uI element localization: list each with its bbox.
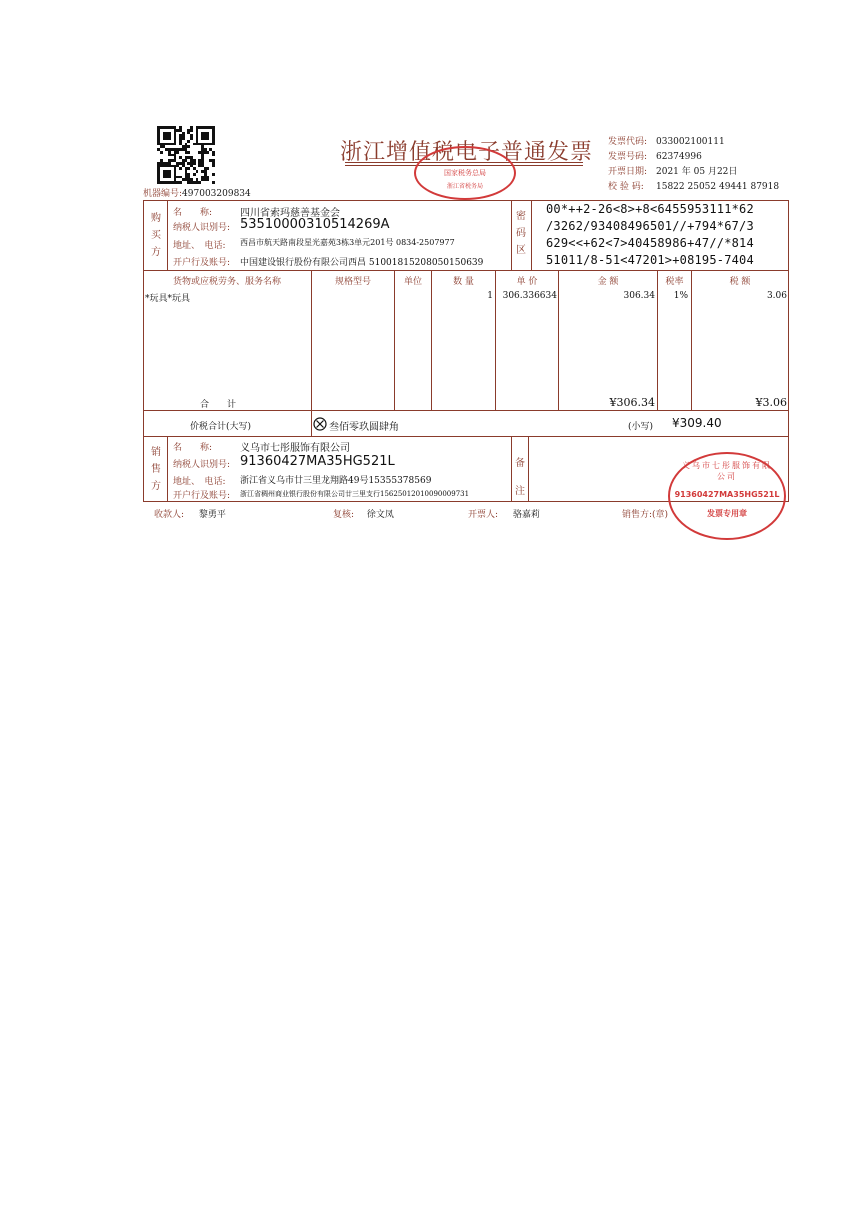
reviewer [333, 507, 394, 520]
col-header-name: 货物或应税劳务、服务名称 [172, 277, 281, 287]
invoice-code-row [608, 136, 725, 148]
cipher-line: 00*++2-26<8>+8<6455953111*62 [546, 202, 754, 216]
total-words: 叁佰零玖圆肆角 [329, 422, 399, 433]
subtotal-tax: ¥3.06 [755, 396, 787, 409]
seller-name: 义乌市七彤服饰有限公司 [240, 443, 350, 454]
seller-seal-text: 销售方:(章) [622, 510, 669, 520]
seller-bank-label: 开户行及账号: [173, 491, 231, 501]
qr-module [212, 181, 215, 184]
invoice-number: 62374996 [656, 152, 702, 162]
item-tax: 3.06 [766, 291, 787, 301]
machine-number-label: 机器编号: [143, 189, 183, 199]
col-header-rate: 税率 [665, 277, 684, 287]
col-header-qty: 数 量 [453, 277, 474, 287]
receiver-label: 收款人: [154, 510, 185, 520]
col-header-spec: 规格型号 [334, 277, 371, 287]
cipher-side-label: 密码区 [516, 211, 526, 256]
seller-addr-label: 地址、 电话: [173, 477, 226, 487]
cross-circle-icon [313, 416, 327, 430]
col-header-tax: 税 额 [729, 277, 751, 287]
buyer-addr-label: 地址、 电话: [173, 241, 226, 251]
reviewer-name: 徐文凤 [366, 510, 394, 520]
seller-stamp-number: 91360427MA35HG521L [674, 490, 780, 499]
invoice-code: 033002100111 [656, 137, 725, 147]
divider-v [531, 200, 532, 270]
item-rate: 1% [673, 291, 688, 301]
buyer-bank-label: 开户行及账号: [173, 258, 231, 268]
divider-items [143, 410, 789, 411]
subtotal-label: 合 计 [200, 400, 237, 410]
buyer-tax-id: 53510000310514269A [240, 217, 390, 232]
issue-date-label: 开票日期: [608, 167, 648, 177]
seller-bank: 浙江省稠州商业银行股份有限公司廿三里支行15625012010090009731 [240, 490, 470, 498]
item-price: 306.336634 [502, 291, 557, 301]
seller-invoice-stamp [668, 452, 786, 540]
total-words-label: 价税合计(大写) [190, 422, 252, 432]
machine-number: 497003209834 [182, 189, 251, 199]
check-code: 15822 25052 49441 87918 [656, 182, 780, 192]
col-header-amount: 金 额 [597, 277, 619, 287]
issuer [468, 507, 540, 520]
buyer-name-label: 名 称: [173, 208, 213, 218]
invoice-number-label: 发票号码: [608, 152, 648, 162]
divider-buyer [143, 270, 789, 271]
buyer-name: 四川省索玛慈善基金会 [240, 208, 340, 219]
item-amount: 306.34 [623, 291, 655, 301]
seller-stamp-bottom: 发票专用章 [707, 508, 747, 518]
total-amount: ¥309.40 [672, 416, 722, 430]
issue-date: 2021 年 05 月22日 [656, 167, 738, 177]
divider-total [143, 436, 789, 437]
divider-v [511, 436, 512, 502]
seller-tax-id: 91360427MA35HG521L [240, 454, 395, 469]
cipher-line: 51011/8-51<47201>+08195-7404 [546, 253, 754, 267]
seller-tax-label: 纳税人识别号: [173, 460, 231, 470]
issuer-name: 骆嘉莉 [512, 510, 540, 520]
tax-stamp-line2: 浙江省税务局 [446, 183, 483, 190]
cipher-line: /3262/93408496501//+794*67/3 [546, 219, 754, 233]
reviewer-label: 复核: [333, 510, 355, 520]
subtotal-amount: ¥306.34 [609, 396, 655, 409]
divider-v [167, 436, 168, 502]
tax-bureau-stamp [414, 146, 516, 200]
buyer-tax-label: 纳税人识别号: [173, 223, 231, 233]
item-name: *玩具*玩具 [145, 294, 191, 304]
divider-v [311, 410, 312, 436]
receiver [154, 507, 226, 520]
issue-date-row [608, 166, 737, 178]
notes-side-label: 备注 [515, 458, 525, 497]
tax-stamp-line1: 国家税务总局 [444, 169, 486, 177]
divider-v [167, 200, 168, 270]
item-qty: 1 [487, 291, 493, 301]
machine-number-row [143, 186, 251, 199]
check-code-row [608, 181, 779, 193]
divider-v [311, 270, 312, 410]
invoice-number-row [608, 151, 702, 163]
issuer-label: 开票人: [468, 510, 499, 520]
seller-address: 浙江省义乌市廿三里龙翔路49号15355378569 [240, 476, 432, 486]
divider-v [511, 200, 512, 270]
seller-seal-label [622, 507, 668, 520]
seller-stamp-ring: 义乌市七彤服饰有限公司 [682, 461, 772, 481]
seller-side-label: 销售方 [151, 447, 161, 492]
total-small-label: (小写) [628, 422, 654, 432]
check-code-label: 校 验 码: [608, 182, 644, 192]
cipher-line: 629<<+62<7>40458986+47//*814 [546, 236, 754, 250]
invoice-title: 浙江增值税电子普通发票 [340, 140, 594, 165]
buyer-address: 西昌市航天路南段星光嘉苑3栋3单元201号 0834-2507977 [240, 238, 455, 247]
col-header-unit: 单位 [403, 277, 422, 287]
divider-v [394, 270, 395, 410]
buyer-bank: 中国建设银行股份有限公司西昌 51001815208050150639 [240, 258, 484, 268]
qr-code [157, 126, 215, 184]
divider-v [528, 436, 529, 502]
seller-name-label: 名 称: [173, 443, 213, 453]
invoice-code-label: 发票代码: [608, 137, 648, 147]
col-header-price: 单 价 [516, 277, 538, 287]
buyer-side-label: 购买方 [151, 213, 161, 258]
receiver-name: 黎勇平 [198, 510, 226, 520]
